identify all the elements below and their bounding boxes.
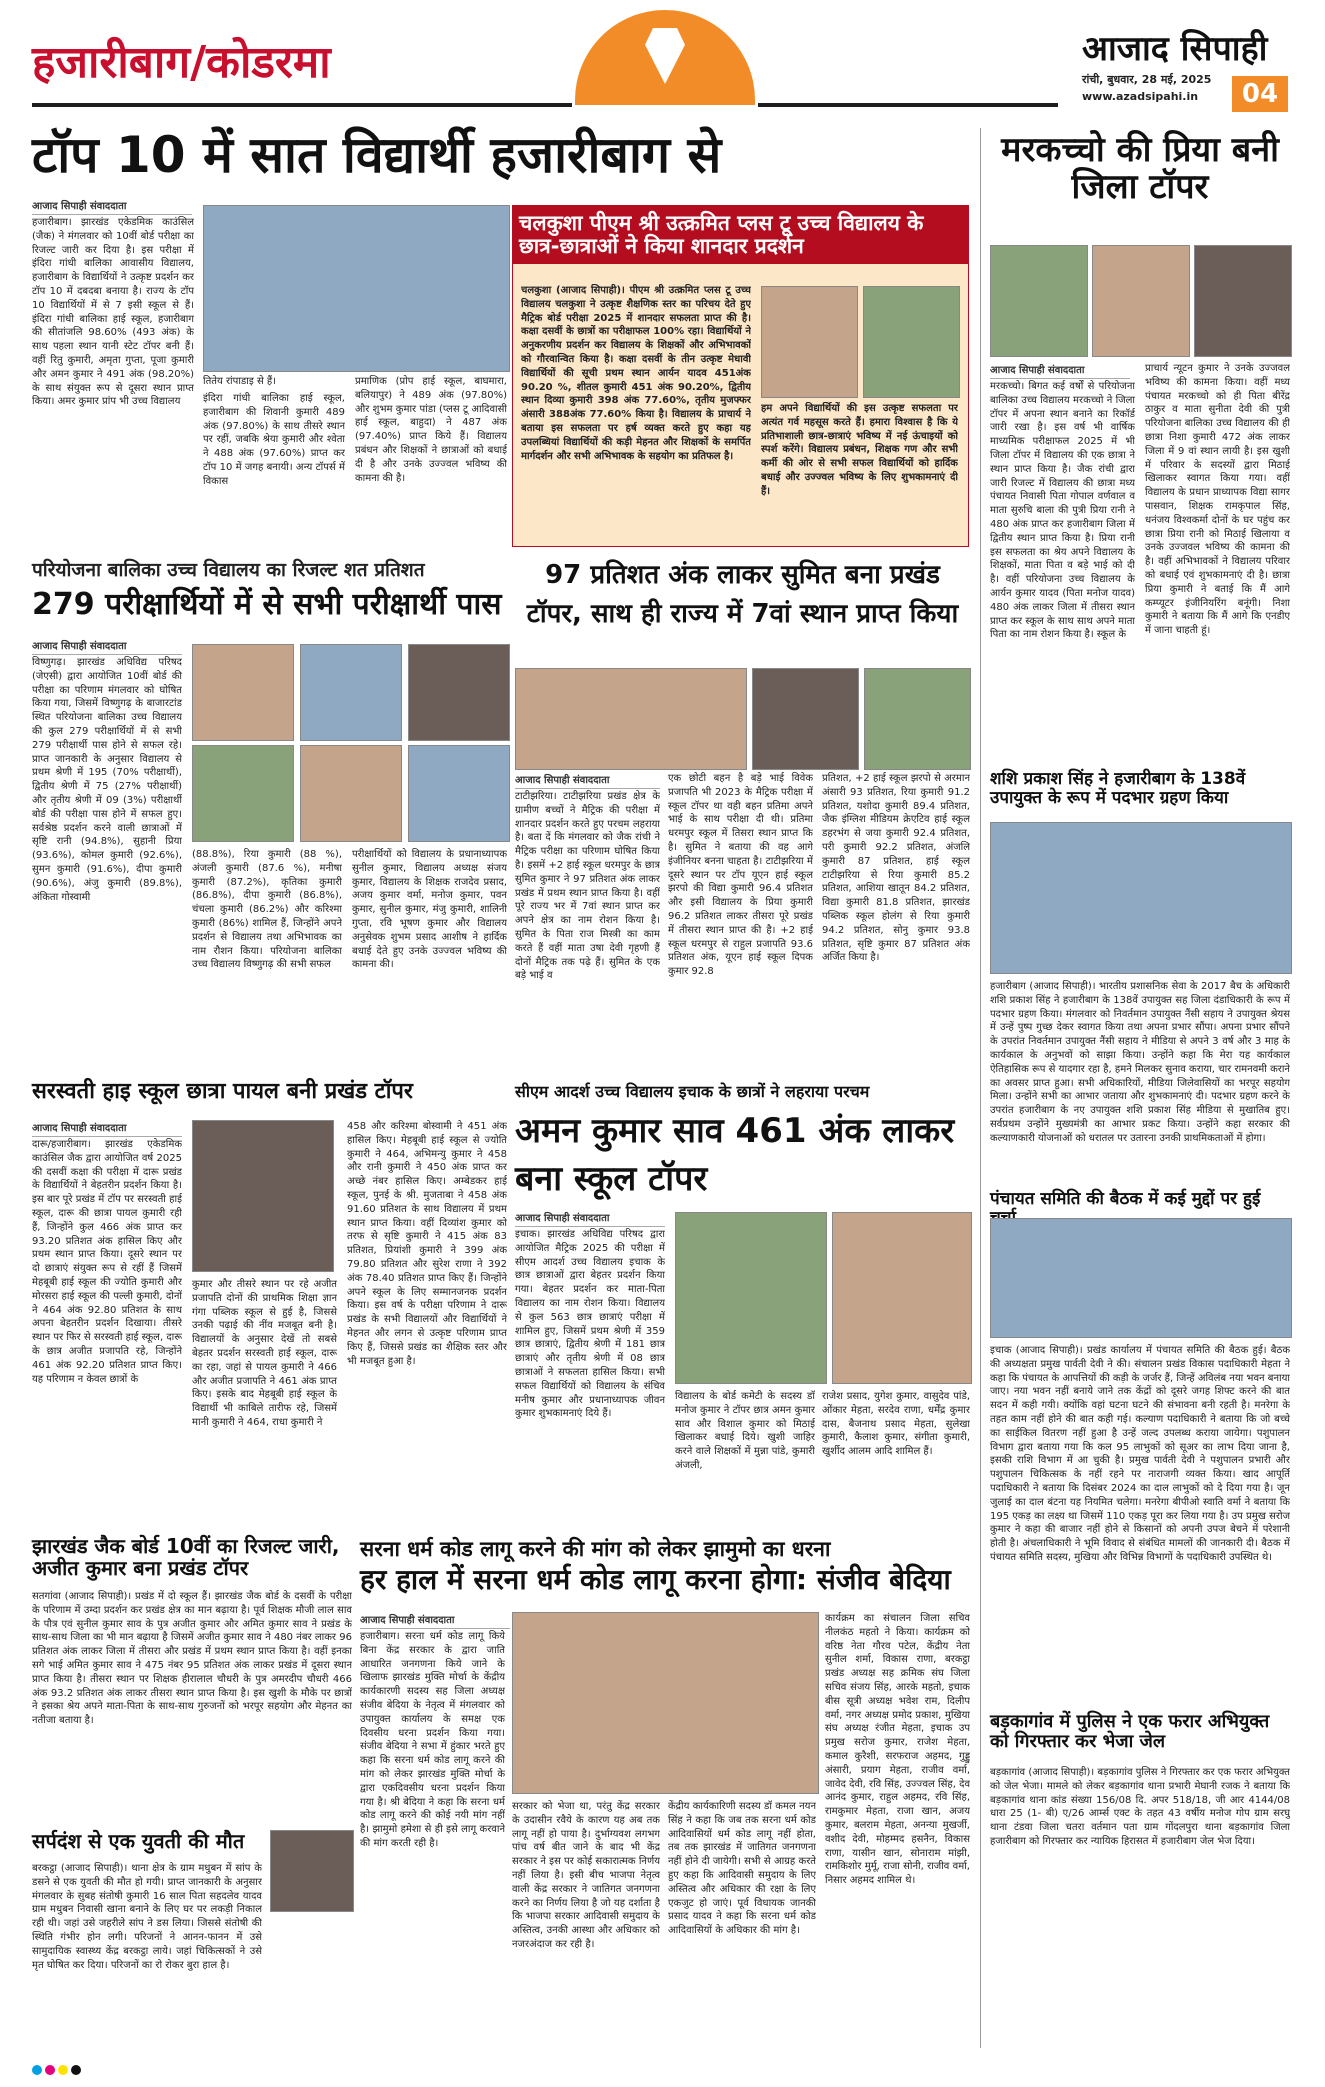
masthead-rule-right xyxy=(758,103,1058,107)
footer-registration-marks xyxy=(32,2060,1292,2072)
arrest-body: बड़कागांव (आजाद सिपाही)। बड़कागांव पुलिस ने गिरफ्तार कर एक फरार अभियुक्त को जेल भेजा। मामले को लेकर बड़कागांव थाना प्रभारी मेघानी रजक ने बताया कि बड़कागांव थाना कांड संख्या 156/08 दि. अपर 518/18, जी आर 4144/08 धारा 25 (1- बी) ए/26 आर्म्स एक्ट के तहत 43 वर्षीय मनोज गोप ग्राम सरघु थाना टंडवा जिला चतरा वर्तमान पता ग्राम गोंदलपुरा थाना बड़कागांव जिला हजारीबाग को गिरफ्तार कर न्यायिक हिरासत में हजारीबाग जेल भेज दिया। xyxy=(990,1767,1290,1847)
pariyojana-body: विष्णुगढ़। झारखंड अधिविद्य परिषद (जेएसी) द्वारा आयोजित 10वीं बोर्ड की परीक्षा का परिणाम मंगलवार को घोषित किया गया, जिसमें विष्णुगढ़ के बाजारटांड स्थित परियोजना बालिका उच्च विद्यालय की कुल 279 परीक्षार्थियों में से सभी 279 परीक्षार्थी पास होने से सफल रहे। प्राप्त जानकारी के अनुसार विद्यालय से प्रथम श्रेणी में 195 (70% परीक्षार्थी), द्वितीय श्रेणी में 75 (27% परीक्षार्थी) और तृतीय श्रेणी में 09 (3%) परीक्षार्थी बोर्ड की परीक्षा पास होने में सफल हुए। सर्वश्रेष्ठ प्रदर्शन करने वाली छात्राओं में सृष्टि रानी (94.8%), सुहानी प्रिया (93.6%), कोमल कुमारी (92.6%), सुमन कुमारी (91.6%), दीपा कुमारी (90.6%), अंजु कुमारी (89.8%), अंकिता गोस्वामी xyxy=(32,657,182,903)
topper-photo-3 xyxy=(408,644,510,741)
pariyojana-kicker: परियोजना बालिका उच्च विद्यालय का रिजल्ट शत प्रतिशत xyxy=(32,559,425,581)
aman-photo-1 xyxy=(675,1212,827,1384)
top-story-headline: टॉप 10 में सात विद्यार्थी हजारीबाग से xyxy=(32,126,722,184)
student-photo-2 xyxy=(863,286,960,398)
shashi-headline: शशि प्रकाश सिंह ने हजारीबाग के 138वें उपायुक्त के रूप में पदभार ग्रहण किया xyxy=(990,769,1246,808)
top-story-byline: आजाद सिपाही संवाददाता xyxy=(32,198,192,215)
sumit-col1: टाटीझरिया। टाटीझरिया प्रखंड क्षेत्र के ग्रामीण बच्चों ने मैट्रिक की परीक्षा में शानदार प्रदर्शन करते हुए परचम लहराया है। बता दें कि मंगलवार को जैक रांची ने मैट्रिक परीक्षा का परिणाम घोषित किया है। इसमें +2 हाई स्कूल धरमपुर के छात्र सुमित कुमार ने 97 प्रतिशत अंक लाकर प्रखंड में प्रथम स्थान प्राप्त किया है। वहीं पूरे राज्य भर में 7वां स्थान प्राप्त कर अपने क्षेत्र का नाम रोशन किया है। सुमित के पिता राज मिस्त्री का काम करते हैं वहीं माता उषा देवी गृहणी हैं दोनों मैट्रिक तक पढ़े हैं। सुमित के एक बड़े भाई व xyxy=(515,791,660,982)
aman-body: इचाक। झारखंड अधिविद्य परिषद द्वारा आयोजित मैट्रिक 2025 की परीक्षा में सीएम आदर्श उच्च विद्यालय इचाक के छात्र छात्राओं द्वारा बेहतर प्रदर्शन किया गया। बेहतर प्रदर्शन कर माता-पिता विद्यालय का नाम रोशन किया। विद्यालय से कुल 563 छात्र छात्राएं परीक्षा में शामिल हुए, जिसमें प्रथम श्रेणी में 359 छात्र छात्राएं, द्वितीय श्रेणी में 181 छात्र छात्राएं और तृतीय श्रेणी में 08 छात्र छात्राओं ने सफलता हासिल किया। सभी सफल विद्यार्थियों को विद्यालय के संचिव मनीष कुमार और प्रधानाध्यापक जीवन कुमार शुभकामनाएं दिये हैं। xyxy=(515,1229,665,1420)
sarna-col4: कार्यक्रम का संचालन जिला सचिव नीलकंठ महतो ने किया। कार्यक्रम को वरिष्ठ नेता गौरव पटेल, केंद्रीय नेता सुनील शर्मा, विकास राणा, बरकट्ठा प्रखंड अध्यक्ष सह क्रमिक संघ जिला सचिव संजय सिंह, आरके महतो, इचाक बीस सूत्री अध्यक्ष भवेश राम, दिलीप वर्मा, नगर अध्यक्ष प्रमोद प्रकाश, मुखिया संघ अध्यक्ष रंजीत मेहता, इचाक उप प्रमुख सरोज कुमार, राजेश मेहता, कमाल कुरैशी, सरफराज अहमद, गुड्डु अंसारी, प्रयाग मेहता, राजीव वर्मा, जावेद देवी, रवि सिंह, उज्ज्वल सिंह, देव आनंद कुमार, राहुल अहमद, रवि सिंह, रामकुमार मेहता, राजा खान, अजय कुमार, बलराम मेहता, अनन्या मुखर्जी, वशीद देवी, मोहम्मद हसनैन, विकास राणा, यासीन खान, सोनाराम मांझी, रामकिशोर मुर्मू, राजा सोनी, राजीव वर्मा, निसार अहमद शामिल थे। xyxy=(825,1613,970,1887)
masthead xyxy=(0,0,1325,120)
sumit-col3: प्रतिशत, +2 हाई स्कूल झरपो से अरमान अंसारी 93 प्रतिशत, रिया कुमारी 91.2 प्रतिशत, यशोदा कुमारी 89.4 प्रतिशत, जैक इंग्लिश मीडियम क्रेएटिव हाई स्कूल डहरभंग से जया कुमारी 92.4 प्रतिशत, परी कुमारी 92.2 प्रतिशत, अंजलि कुमारी 87 प्रतिशत, हाई स्कूल टाटीझरिया से रिया कुमारी 85.2 प्रतिशत, आशिया खातून 84.2 प्रतिशत, विद्या कुमारी 81.8 प्रतिशत, झारखंड पब्लिक स्कूल होलंग से रिया कुमारी 94.2 प्रतिशत, सोनु कुमार 93.8 प्रतिशत, सृष्टि कुमार 87 प्रतिशत अंक अर्जित किया है। xyxy=(822,773,970,964)
pariyojana-col3: परीक्षार्थियों को विद्यालय के प्रधानाध्यापक सुनील कुमार, विद्यालय अध्यक्ष संजय कुमार, विद्यालय के शिक्षक राजदेव प्रसाद, अजय कुमार वर्मा, मनोज कुमार, पवन कुमार, सुनील कुमार, मंजु कुमारी, शालिनी गुप्ता, रवि भूषण कुमार और विद्यालय अनुसेवक शुभम प्रसाद आशीष ने हार्दिक बधाई देते हुए उनके उज्ज्वल भविष्य की कामना की। xyxy=(352,849,507,971)
aman-byline: आजाद सिपाही संवाददाता xyxy=(515,1210,665,1227)
topper-photo-5 xyxy=(300,745,402,842)
sarna-col2: सरकार को भेजा था, परंतु केंद्र सरकार के उदासीन रवैये के कारण यह अब तक लागू नहीं हो पाया है। दुर्भाग्यवश लगभग पांच वर्ष बीत जाने के बाद भी केंद्र सरकार ने इस पर कोई सकारात्मक निर्णय नहीं लिया है। इसी बीच भाजपा नेतृत्व वाली केंद्र सरकार ने जातिगत जनगणना करने का निर्णय लिया है जो यह दर्शाता है कि भाजपा सरकार आदिवासी समुदाय के अस्तित्व, उनकी आस्था और अधिकार को नजरअंदाज कर रही है। xyxy=(512,1801,660,1950)
topper-photo-4 xyxy=(192,745,294,842)
school-building-photo xyxy=(203,205,510,372)
payal-col3: 458 और करिश्मा बोस्वामी ने 451 अंक हासिल किए। मेहबूबी हाई स्कूल से ज्योति कुमारी ने 464, अभिमन्यु कुमार ने 458 और रानी कुमारी ने 450 अंक प्राप्त कर अच्छे नंबर हासिल किए। अम्बेडकर हाई स्कूल, पुनई के श्री. मुजताबा ने 458 अंक 91.60 प्रतिशत के साथ विद्यालय में प्रथम स्थान प्राप्त किया। वहीं दिव्यांश कुमार को तरफ से सृष्टि कुमारी ने 415 अंक 83 प्रतिशत, प्रियांशी कुमारी ने 399 अंक 79.80 प्रतिशत और सुरेश राणा ने 392 अंक 78.40 प्रतिशत प्राप्त किए हैं। जिन्होंने अपने स्कूल के लिए सम्मानजनक प्रदर्शन किया। इस वर्ष के परीक्षा परिणाम ने दारू प्रखंड के सभी विद्यालयों और विद्यार्थियों ने मेहनत और लगन से उत्कृष्ट परिणाम प्राप्त किए हैं, जिससे प्रखंड का शैक्षिक स्तर और भी मजबूत हुआ है। xyxy=(347,1121,507,1367)
shashi-body: हजारीबाग (आजाद सिपाही)। भारतीय प्रशासनिक सेवा के 2017 बैच के अधिकारी शशि प्रकाश सिंह ने हजारीबाग के 138वें उपायुक्त सह जिला दंडाधिकारी के रूप में पदभार ग्रहण किया। मंगलवार को निवर्तमान उपायुक्त नैंसी सहाय ने उपायुक्त श्रेयस में उन्हें पुष्प गुच्छ देकर स्वागत किया तथा अपना प्रभार सौंपा। अपना प्रभार सौंपने के उपरांत निवर्तमान उपायुक्त नैंसी सहाय ने मीडिया से अपने 3 वर्ष और 3 माह के कार्यकाल के अनुभवों को साझा किया। उन्होंने कहा कि मेरा यह कार्यकाल ऐतिहासिक रूप से यादगार रहा है, हमने मिलकर सुनाव कराया, चार रामनवमी कराने का अवसर प्राप्त हुआ। सभी अधिकारियों, मीडिया जिलेवासियों का भरपूर सहयोग मिला। उन्होंने सभी का आभार जताया और शुभकामनाएं दी। पदभार ग्रहण करने के उपरांत हजारीबाग के नए उपायुक्त शशि प्रकाश सिंह मीडिया से मुखातिब हुए। सर्वप्रथम उन्होंने मुख्यमंत्री का आभार प्रकट किया। उन्होंने कहा सरकार की कल्याणकारी योजनाओं को धरातल पर उतारना उनकी प्राथमिकताओं में होगा। xyxy=(990,981,1290,1144)
page-number: 04 xyxy=(1232,76,1288,112)
paper-name: आजाद सिपाही xyxy=(1082,29,1268,69)
payal-byline: आजाद सिपाही संवाददाता xyxy=(32,1120,182,1137)
aman-kicker: सीएम आदर्श उच्च विद्यालय इचाक के छात्रों ने लहराया परचम xyxy=(515,1082,870,1101)
panchayat-body: इचाक (आजाद सिपाही)। प्रखंड कार्यालय में पंचायत समिति की बैठक हुई। बैठक की अध्यक्षता प्रमुख पार्वती देवी ने की। संचालन प्रखंड विकास पदाधिकारी मेहता ने कहा कि पंचायत के आपत्तियों की कड़ी के जर्जर हैं, जिन्हें अविलंब नया भवन बनाया जाए। नया भवन नहीं बनाये जाने तक केंद्रों को दूसरे जगह शिफ्ट करने की बात सदन में कही गयी। क्योंकि वहां घटना घटने की संभावना बनी रहती है। मनरेगा के तहत काम नहीं होने की बात कही गई। कल्याण पदाधिकारी ने बताया कि जो बच्चे का साईकिल वितरण नहीं हुआ है उन्हें जल्द उपलब्ध कराया जायेगा। पशुपालन विभाग द्वारा बताया गया कि कल 95 लाभुकों को सूअर का लाभ दिया जाना है, इसकी राशि विभाग में आ चुकी है। प्रमुख पार्वती देवी ने पशुपालन प्रभारी और पशुपालन चिकित्सक के नहीं रहने पर नाराजगी व्यक्त किया। खाद आपूर्ति पदाधिकारी ने बताया कि दिसंबर 2024 का दाल लाभुकों को दे दिया गया है। जून जुलाई का दाल बंटना यह नियमित चलेगा। मनरेगा बीपीओ स्वाति वर्मा ने बताया कि 195 एकड़ का लक्ष्य था जिसमें 110 एकड़ पूरा कर लिया गया है। उप प्रमुख सरोज कुमार ने कहा की बाजार नहीं होने से किसानों को अपनी उपज बेचने में परेशानी होती है। अंचलाधिकारी ने भूमि विवाद से संबंधित मामलों की जानकारी दी। बैठक में पंचायत समिति सदस्य, मुखिया और विभिन्न विभागों के पदाधिकारी उपस्थित थे। xyxy=(990,1345,1290,1563)
sarna-col1: हजारीबाग। सरना धर्म कोड लागू किये बिना केंद्र सरकार के द्वारा जाति आधारित जनगणना किये जाने के खिलाफ झारखंड मुक्ति मोर्चा के केंद्रीय कार्यकारणी सदस्य सह जिला अध्यक्ष संजीव बेदिया के नेतृत्व में मंगलवार को उपायुक्त कार्यालय के समक्ष एक दिवसीय धरना प्रदर्शन किया गया। संजीव बेदिया ने सभा में हुंकार भरते हुए कहा कि सरना धर्म कोड लागू करने की मांग को लेकर झारखंड मुक्ति मोर्चा के द्वारा एकदिवसीय धरना प्रदर्शन किया गया है। श्री बेदिया ने कहा कि सरना धर्म कोड लागू करने की कोई नयी मांग नहीं है। झामुमो हमेशा से ही इसे लागू करवाने की मांग करती रही है। xyxy=(360,1631,505,1849)
sarna-headline: हर हाल में सरना धर्म कोड लागू करना होगा: संजीव बेदिया xyxy=(360,1563,951,1596)
topper-photo-6 xyxy=(408,745,510,842)
box-story xyxy=(512,205,969,547)
registration-dot xyxy=(45,2065,55,2075)
student-photo-1 xyxy=(761,286,858,398)
aman-headline: अमन कुमार साव 461 अंक लाकर बना स्कूल टॉपर xyxy=(515,1111,955,1199)
website: www.azadsipahi.in xyxy=(1082,90,1199,103)
box-story-quote: हम अपने विद्यार्थियों की इस उत्कृष्ट सफलता पर अत्यंत गर्व महसूस करते हैं। हमारा विश्वास है कि ये प्रतिभाशाली छात्र-छात्राएं भविष्य में नई ऊंचाइयों को स्पर्श करेंगे। विद्यालय प्रबंधन, शिक्षक गण और सभी कर्मी की ओर से सभी सफल विद्यार्थियों को हार्दिक बधाई और उज्ज्वल भविष्य के लिए शुभकामनाएं दी हैं। xyxy=(761,403,958,497)
priya-col2: प्राचार्य न्यूटन कुमार ने उनके उज्जवल भविष्य की कामना किया। वहीं मध्य पंचायत मरकच्चो को ही पिता बीरेंद्र ठाकुर व माता सुनीता देवी की पुत्री परियोजना बालिका उच्च विद्यालय की ही छात्रा निशा कुमारी 472 अंक लाकर जिला में 9 वां स्थान लायी है। इस खुशी में परिवार के सदस्यों द्वारा मिठाई खिलाकर स्वागत किया गया। वहीं विद्यालय के प्रधान प्राध्यापक विद्या सागर पासवान, शिक्षक रामकृपाल सिंह, धनंजय विश्वकर्मा दोनों के घर पहुंच कर छात्रा प्रिया रानी को मिठाई खिलाया व उनके उज्जवल भविष्य की कामना की है। वहीं अभिभावकों ने विद्यालय परिवार को बधाई एवं शुभकामनाएं दी है। छात्रा प्रिया कुमारी ने बताई कि मैं आगे कम्प्यूटर इंजीनियरिंग बनूंगी। निशा कुमारी ने बताया कि मैं आगे कि एनडीए में जाना चाहती हूं। xyxy=(1145,363,1290,637)
box-story-body: चलकुशा (आजाद सिपाही)। पीएम श्री उत्क्रमित प्लस टू उच्च विद्यालय चलकुशा ने उत्कृष्ट शैक्षणिक स्तर का परिचय देते हुए मैट्रिक बोर्ड परीक्षा 2025 में शानदार सफलता प्राप्त की है। कक्षा दसवीं के छात्रों का परीक्षाफल 100% रहा। विद्यार्थियों ने अनुकरणीय प्रदर्शन कर विद्यालय के शिक्षकों और अभिभावकों को गौरवान्वित किया है। कक्षा दसवीं के तीन उत्कृष्ट मेधावी विद्यार्थियों की सूची प्रथम स्थान आर्यन यादव 451अंक 90.20 %, शीतल कुमारी 451 अंक 90.20%, द्वितीय स्थान दिव्या कुमारी 398 अंक 77.60%, तृतीय मुजफ्फर अंसारी 388अंक 77.60% किया है। विद्यालय के प्राचार्य ने बताया इस सफलता पर हर्ष व्यक्त करते हुए कहा यह उपलब्धियां विद्यार्थियों की कड़ी मेहनत और शिक्षकों के समर्पित मार्गदर्शन और सभी अभिभावक के सहयोग का प्रतिफल है। xyxy=(521,285,751,462)
dateline: रांची, बुधवार, 28 मई, 2025 xyxy=(1082,73,1212,86)
registration-dot xyxy=(58,2065,68,2075)
box-story-headline: चलकुशा पीएम श्री उत्क्रमित प्लस टू उच्च विद्यालय के छात्र-छात्राओं ने किया शानदार प्रदर्शन xyxy=(513,206,968,264)
payal-col2: कुमार और तीसरे स्थान पर रहे अजीत प्रजापति दोनों की प्राथमिक शिक्षा ज्ञान गंगा पब्लिक स्कूल से हुई है, जिससे उनकी पढ़ाई की नींव मजबूत बनी है। विद्यालयों के अनुसार देखें तो सबसे बेहतर प्रदर्शन सरस्वती हाई स्कूल, दारू का रहा, जहां से पायल कुमारी ने 466 और अजीत प्रजापति ने 461 अंक प्राप्त किए। इसके बाद मेहबूबी हाई स्कूल के विद्यार्थी भी काबिले तारीफ रहे, जिसमें मानी कुमारी ने 464, राधा कुमारी ने xyxy=(192,1279,337,1428)
registration-dot xyxy=(32,2065,42,2075)
panchayat-headline: पंचायत समिति की बैठक में कई मुद्दों पर हुई xyxy=(990,1189,1261,1209)
top-story-col2: इंदिरा गांधी बालिका हाई स्कूल, हजारीबाग की शिवानी कुमारी 489 अंक (97.80%) के साथ तीसरे स्थान पर रहीं, जबकि श्रेया कुमारी और श्वेता ने 488 अंक (97.60%) प्राप्त कर टॉप 10 में जगह बनायी। अन्य टॉपर्स में विकास xyxy=(203,393,345,487)
sarna-col3: केंद्रीय कार्यकारिणी सदस्य डॉ कमल नयन सिंह ने कहा कि जब तक सरना धर्म कोड आदिवासियों धर्म कोड लागू नहीं होता, तब तक झारखंड में जातिगत जनगणना नहीं होने दी जायेगी। सभी से आग्रह करते हुए कहा कि आदिवासी समुदाय के लिए अस्तित्व और अधिकार की रक्षा के लिए एकजुट हो जाएं। पूर्व विधायक जानकी प्रसाद यादव ने कहा कि सरना धर्म कोड आदिवासियों के अधिकार की मांग है। xyxy=(668,1801,816,1937)
payal-body: दारू/हजारीबाग। झारखंड एकेडमिक काउंसिल जैक द्वारा आयोजित वर्ष 2025 की दसवीं कक्षा की परीक्षा में दारू प्रखंड के विद्यार्थियों ने बेहतरीन प्रदर्शन किया है। इस बार पूरे प्रखंड में टॉप पर सरस्वती हाई स्कूल, दारू की छात्रा पायल कुमारी रही हैं, जिन्होंने कुल 466 अंक प्राप्त कर 93.20 प्रतिशत अंक हासिल किए और प्रथम स्थान प्राप्त किया। दूसरे स्थान पर दो छात्राएं संयुक्त रूप से रहीं हैं जिसमें मेहबूबी हाई स्कूल की ज्योति कुमारी और मोरसरा हाई स्कूल की पल्ली कुमारी, दोनों ने 464 अंक 92.80 प्रतिशत के साथ अपना बेहतरीन प्रदर्शन दिखाया। तीसरे स्थान पर फिर से सरस्वती हाई स्कूल, दारू के छात्र अजीत प्रजापति रहे, जिन्होंने 461 अंक 92.20 प्रतिशत प्राप्त किए। यह परिणाम न केवल छात्रों के xyxy=(32,1139,182,1385)
snake-body: बरकट्ठा (आजाद सिपाही)। थाना क्षेत्र के ग्राम मधुबन में सांप के डसने से एक युवती की मौत हो गयी। प्राप्त जानकारी के अनुसार मंगलवार के सुबह संतोषी कुमारी 16 साल पिता सहदलेव यादव ग्राम मधुबन निवासी खाना बनाने के लिए घर पर लकड़ी निकाल रही थी। जहां उसे जहरीले सांप ने डस लिया। जिससे संतोषी की स्थिति गंभीर होन लगी। परिजनों ने आनन-फानन में उसे सामुदायिक स्वास्थ्य केंद्र बरकट्ठा लाये। जहां चिकित्सकों ने उसे मृत घोषित कर दिया। परिजनों का रो रोकर बुरा हाल है। xyxy=(32,1863,262,1971)
aman-col3: राजेश प्रसाद, युगेश कुमार, वासुदेव पांडे, ओंकार मेहता, सरदेव राणा, धर्मेंद्र कुमार दास, बैजनाथ प्रसाद मेहता, सुलेखा कुमारी, कैलाश कुमार, संगीता कुमारी, खुर्शीद आलम आदि शामिल हैं। xyxy=(822,1391,970,1458)
panchayat-photo xyxy=(990,1218,1292,1338)
sarna-protest-photo xyxy=(512,1612,819,1794)
aman-photo-2 xyxy=(832,1212,972,1384)
sumit-photo xyxy=(752,668,859,770)
top-story-body: हजारीबाग। झारखंड एकेडमिक काउंसिल (जैक) ने मंगलवार को 10वीं बोर्ड परीक्षा का रिजल्ट जारी कर दिया है। इस परीक्षा में इंदिरा गांधी बालिका आवासीय विद्यालय, हजारीबाग के विद्यार्थियों ने उत्कृष्ट प्रदर्शन कर टॉप 10 में दबदबा बनाया है। राज्य के टॉप 10 विद्यार्थियों में से 7 इसी स्कूल से हैं। इंदिरा गांधी बालिका हाई स्कूल, हजारीबाग की सीतांजलि 98.60% (493 अंक) के साथ पहला स्थान यानी स्टेट टॉपर बनी हैं। वहीं रितु कुमारी, अमृता गुप्ता, पूजा कुमारी और अमन कुमार ने 491 अंक (98.20%) के साथ संयुक्त रूप से दूसरा स्थान प्राप्त किया। अमर कुमार प्रांप भी उच्च विद्यालय xyxy=(32,217,194,408)
top-story-photo-caption: तितेय रांपाडाइ से हैं। xyxy=(203,376,276,387)
priya-headline: मरकच्चो की प्रिया बनी जिला टॉपर xyxy=(1001,130,1279,208)
priya-body: मरकच्चो। बिगत कई वर्षों से परियोजना बालिका उच्च विद्यालय मरकच्चो ने जिला टॉपर में अपना स्थान बनाने का रिकॉर्ड जारी रखा है। इस वर्ष भी वार्षिक माध्यमिक परीक्षाफल 2025 में भी जिला टॉपर में विद्यालय की एक छात्रा ने स्थान प्राप्त किया है। जैक रांची द्वारा जारी रिजल्ट में विद्यालय की छात्रा मध्य पंचायत निवासी पिता गोपाल वर्णवाल व माता सुरुचि बाला की पुत्री प्रिया रानी ने 480 अंक प्राप्त कर हजारीबाग जिला में द्वितीय स्थान प्राप्त किया है। प्रिया रानी इस सफलता का श्रेय अपने विद्यालय के शिक्षकों, माता पिता व बड़े भाई को दी है। वहीं परियोजना उच्च विद्यालय के आर्यन कुमार यादव (पिता मनोज यादव) 480 अंक लाकर जिला में तीसरा स्थान प्राप्त कर स्कूल के साथ साथ अपने माता पिता का नाम रोशन किया है। स्कूल के xyxy=(990,381,1135,641)
shashi-photo xyxy=(990,822,1292,974)
snake-headline: सर्पदंश से एक युवती की मौत xyxy=(32,1829,245,1853)
pariyojana-byline: आजाद सिपाही संवाददाता xyxy=(32,638,182,655)
section-title: हजारीबाग/कोडरमा xyxy=(32,37,331,88)
sumit-group-photo xyxy=(515,668,747,770)
aman-col2: विद्यालय के बोर्ड कमेटी के सदस्य डॉ मनोज कुमार ने टॉपर छात्र अमन कुमार साव और विशाल कुमार को मिठाई खिलाकर बधाई दिये। खुशी जाहिर करने वाले शिक्षकों में मुन्ना पांडे, कुमारी अंजली, xyxy=(675,1391,815,1471)
arrest-headline: बड़कागांव में पुलिस ने एक फरार अभियुक्त को गिरफ्तार कर भेजा जेल xyxy=(990,1711,1270,1752)
topper-photo-1 xyxy=(192,644,294,741)
sumit-topper-photo-2 xyxy=(864,668,971,770)
jac-headline: झारखंड जैक बोर्ड 10वीं का रिजल्ट जारी, अजीत कुमार बना प्रखंड टॉपर xyxy=(32,1534,340,1580)
sumit-headline: 97 प्रतिशत अंक लाकर सुमित बना प्रखंड टॉपर, साथ ही राज्य में 7वां स्थान प्राप्त किया xyxy=(526,560,959,629)
priya-byline: आजाद सिपाही संवाददाता xyxy=(990,362,1130,379)
payal-headline: सरस्वती हाइ स्कूल छात्रा पायल बनी प्रखंड टॉपर xyxy=(32,1079,413,1104)
sumit-byline: आजाद सिपाही संवाददाता xyxy=(515,772,660,789)
masthead-rule-left xyxy=(32,103,572,107)
priya-photo-3 xyxy=(1194,245,1292,357)
pariyojana-col2: (88.8%), रिया कुमारी (88 %), अंजली कुमारी (87.6 %), मनीषा कुमारी (87.2%), कृतिका कुमारी (86.8%), दीपा कुमारी (86.8%), चंचला कुमारी (86.2%) और करिश्मा कुमारी (86%) शामिल हैं, जिन्होंने अपने प्रदर्शन से विद्यालय तथा अभिभावक का नाम रौशन किया। परियोजना बालिका उच्च विद्यालय विष्णुगढ़ की सभी सफल xyxy=(192,849,342,971)
payal-photo xyxy=(192,1120,334,1272)
top-story-col3: प्रमाणिक (प्रोप हाई स्कूल, बाघमारा, बलियापुर) ने 489 अंक (97.80%) और शुभम कुमार पांडा (प्लस टू आदिवासी हाई स्कूल, बाहुदा) ने 487 अंक (97.40%) प्राप्त किये हैं। विद्यालय प्रबंधन और शिक्षकों ने छात्राओं को बधाई दी है और उनके उज्ज्वल भविष्य की कामना की है। xyxy=(355,376,507,484)
jac-body: सतगांवा (आजाद सिपाही)। प्रखंड में दो स्कूल हैं। झारखंड जैक बोर्ड के दसवीं के परीक्षा के परिणाम में उम्दा प्रदर्शन कर प्रखंड क्षेत्र का मान बढ़ाया है। पूर्व शिक्षक मौजी लाल साव के पौत्र एवं सुनील कुमार साव के पुत्र अजीत कुमार और अमित कुमार साव ने प्रखंड के साथ-साथ जिला का भी मान बढ़ाया है जिसमें अजीत कुमार साव ने 480 नंबर लाकर 96 प्रतिशत अंक लाकर जिला में तीसरा और प्रखंड में प्रथम स्थान प्राप्त किया है। वहीं इनका सगे भाई अमित कुमार साव ने 475 नंबर 95 प्रतिशत अंक लाकर प्रखंड में दूसरा स्थान प्राप्त किया है। तीसरा स्थान पर शिक्षक हीरालाल चौधरी के पुत्र अमरदीप चौधरी 466 अंक 93.2 प्रतिशत अंक लाकर तीसरा स्थान प्राप्त किया है। इस खुशी के मौके पर छात्रों ने इसका श्रेय अपने माता-पिता के साथ-साथ गुरुजनों को भरपूर सहयोग और मेहनत का नतीजा बताया है। xyxy=(32,1591,352,1727)
priya-photo-1 xyxy=(990,245,1088,357)
snake-photo xyxy=(270,1830,354,1912)
sarna-kicker: सरना धर्म कोड लागू करने की मांग को लेकर झामुमो का धरना xyxy=(360,1537,831,1561)
topper-photo-2 xyxy=(300,644,402,741)
registration-dot xyxy=(71,2065,81,2075)
sumit-col2: एक छोटी बहन है बड़े भाई विवेक प्रजापति भी 2023 के मैट्रिक परीक्षा में स्कूल टॉपर था वही बहन प्रतिमा अपने भाई के साथ परीक्षा दी थी। प्रतिमा धरमपुर स्कूल में तिसरा स्थान प्राप्त कि है। सुमित ने बताया की वह आगे इंजीनियर बनना चाहता है। टाटीझरिया में दूसरे स्थान पर टॉप यूएन हाई स्कूल झरपो की विद्या कुमारी 96.4 प्रतिशत और इसी विद्यालय के प्रिया कुमारी 96.2 प्रतिशत लाकर तीसरा पूरे प्रखंड में तीसरा स्थान प्राप्त की है। +2 हाई स्कूल धरमपुर से राहुल प्रजापति 93.6 प्रतिशत अंक, यूएन हाई स्कूल दिपक कुमार 92.8 xyxy=(668,773,813,978)
priya-photo-2 xyxy=(1092,245,1190,357)
column-rule-right xyxy=(980,128,981,2048)
sarna-byline: आजाद सिपाही संवाददाता xyxy=(360,1612,510,1629)
pariyojana-headline: 279 परीक्षार्थियों में से सभी परीक्षार्थी पास xyxy=(32,587,502,622)
